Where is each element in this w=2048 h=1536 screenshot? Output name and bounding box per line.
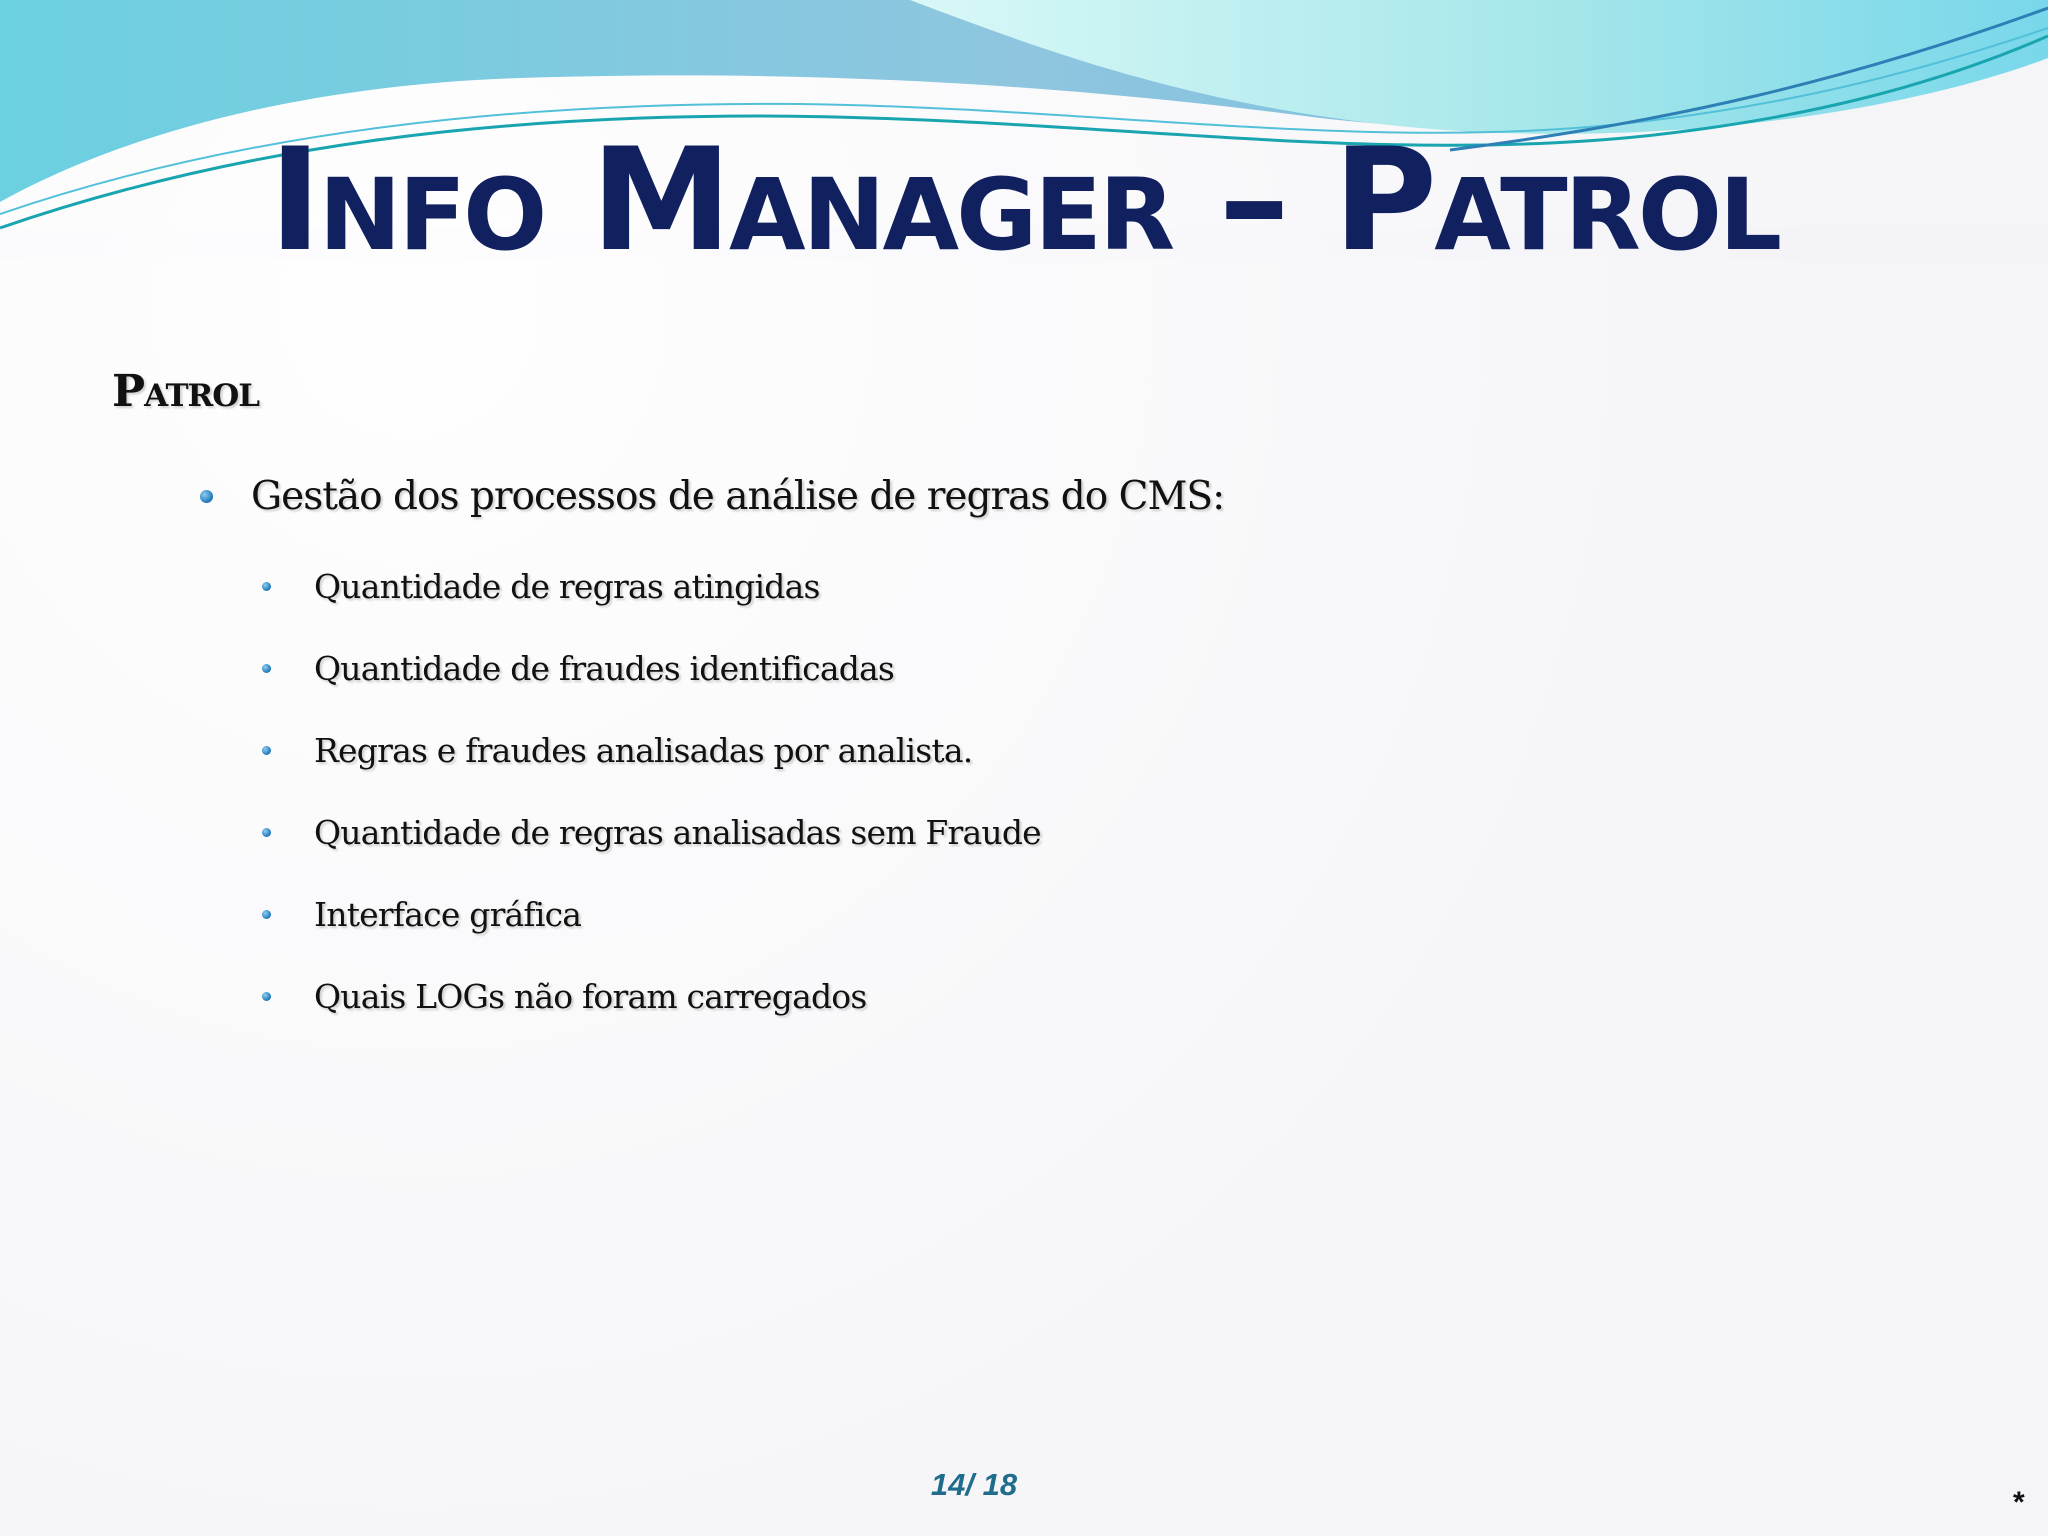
- bullet-icon: [262, 828, 271, 837]
- sub-bullet-text: Regras e fraudes analisadas por analista.: [314, 731, 973, 770]
- sub-bullet-item: [262, 649, 894, 688]
- bullet-icon: [262, 746, 271, 755]
- section-heading: Patrol: [112, 366, 260, 417]
- sub-bullet-text: Interface gráfica: [314, 895, 582, 934]
- main-bullet-item: [200, 474, 1224, 519]
- sub-bullet-text: Quantidade de fraudes identificadas: [314, 649, 895, 688]
- page-number: 14/ 18: [930, 1467, 1018, 1502]
- sub-bullet-item: [262, 813, 1041, 852]
- sub-bullet-item: [262, 895, 581, 934]
- sub-bullet-text: Quais LOGs não foram carregados: [314, 977, 867, 1016]
- bullet-icon: [262, 582, 271, 591]
- main-bullet-text: Gestão dos processos de análise de regras do CMS:: [251, 474, 1225, 519]
- sub-bullet-text: Quantidade de regras atingidas: [314, 567, 820, 606]
- bullet-icon: [200, 490, 213, 503]
- bullet-icon: [262, 992, 271, 1001]
- bullet-icon: [262, 664, 271, 673]
- sub-bullet-text: Quantidade de regras analisadas sem Fraude: [314, 813, 1041, 852]
- slide-title: Info Manager – Patrol: [268, 118, 1780, 283]
- bullet-icon: [262, 910, 271, 919]
- corner-mark: *: [2013, 1486, 2025, 1519]
- sub-bullet-item: [262, 731, 972, 770]
- sub-bullet-item: [262, 567, 820, 606]
- sub-bullet-item: [262, 977, 866, 1016]
